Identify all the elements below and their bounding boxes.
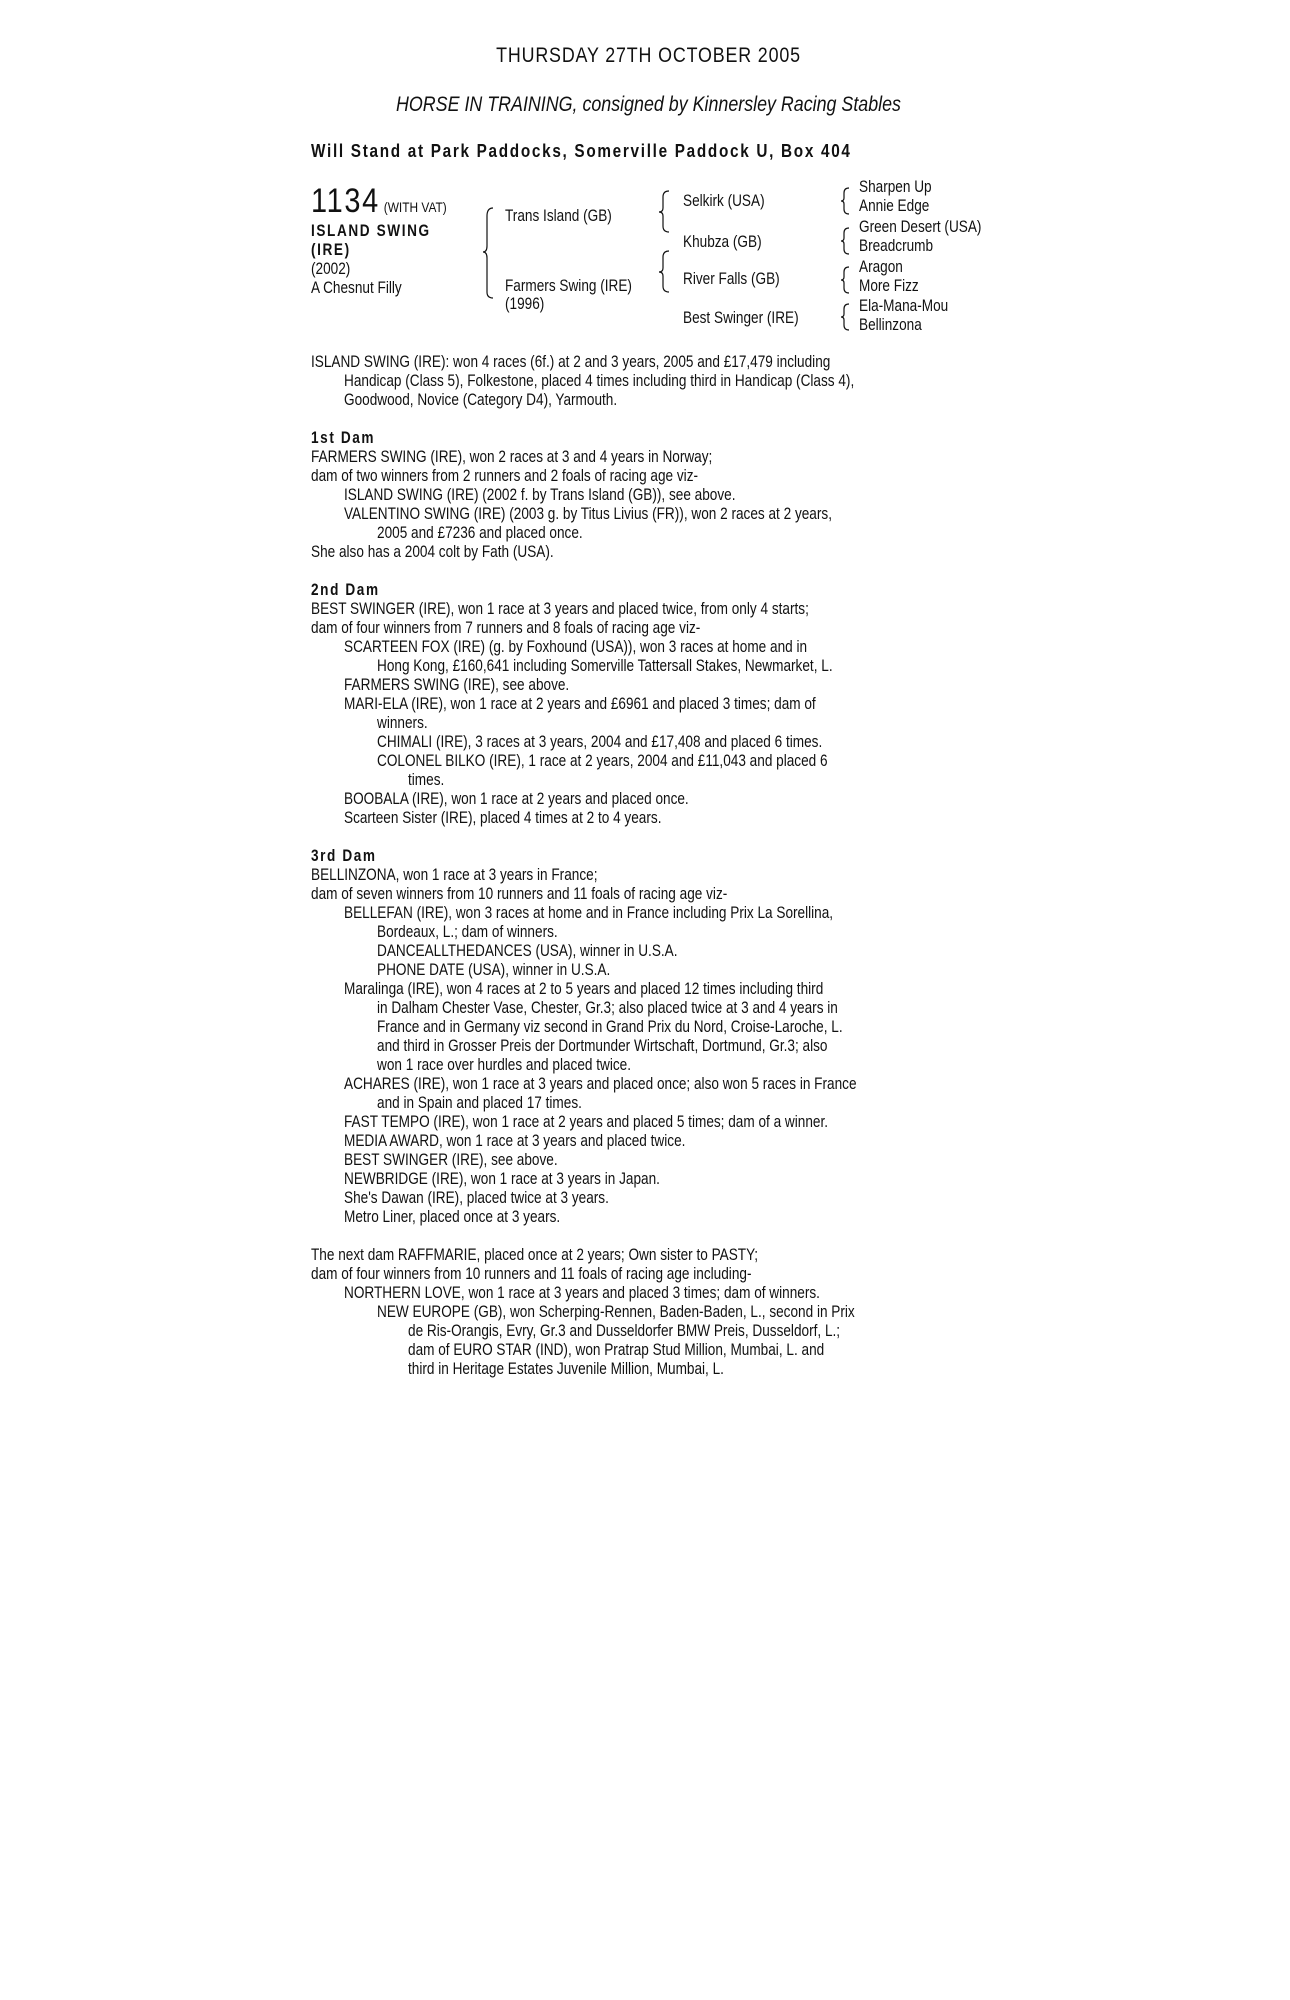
record-line (311, 941, 986, 960)
pedigree-dam-dam: Best Swinger (IRE) (683, 308, 799, 327)
record-line-text: PHONE DATE (USA), winner in U.S.A. (377, 960, 611, 979)
record-line (311, 485, 986, 504)
record-line (311, 865, 986, 884)
record-line-text: BOOBALA (IRE), won 1 race at 2 years and placed once. (344, 789, 689, 808)
pedigree-g3-1: Sharpen Up (859, 177, 932, 196)
record-line-text: BEST SWINGER (IRE), see above. (344, 1150, 558, 1169)
record-line-text: Bordeaux, L.; dam of winners. (377, 922, 558, 941)
blank-line (311, 1226, 986, 1245)
record-line-text: 1st Dam (311, 428, 376, 447)
record-line (311, 1074, 986, 1093)
record-line-text: NORTHERN LOVE, won 1 race at 3 years and placed 3 times; dam of winners. (344, 1283, 820, 1302)
record-line-text: Scarteen Sister (IRE), placed 4 times at 2 to 4 years. (344, 808, 662, 827)
record-line-text: DANCEALLTHEDANCES (USA), winner in U.S.A. (377, 941, 678, 960)
record-line (311, 371, 986, 390)
record-line (311, 922, 986, 941)
blank-line (311, 827, 986, 846)
record-line (311, 1264, 986, 1283)
record-line (311, 618, 986, 637)
record-line-text: won 1 race over hurdles and placed twice. (377, 1055, 632, 1074)
record-line-text: MEDIA AWARD, won 1 race at 3 years and placed twice. (344, 1131, 686, 1150)
record-line-text: dam of four winners from 10 runners and 11 foals of racing age including- (311, 1264, 752, 1283)
record-line-text: BELLEFAN (IRE), won 3 races at home and in France including Prix La Sorellina, (344, 903, 834, 922)
record-line (311, 352, 986, 371)
record-line (311, 713, 986, 732)
pedigree-g3-4: Breadcrumb (859, 236, 934, 255)
record-line (311, 1017, 986, 1036)
record-line-text: CHIMALI (IRE), 3 races at 3 years, 2004 and £17,408 and placed 6 times. (377, 732, 823, 751)
record-line-text: dam of four winners from 7 runners and 8 foals of racing age viz- (311, 618, 701, 637)
record-line (311, 694, 986, 713)
record-line-text: ACHARES (IRE), won 1 race at 3 years and placed once; also won 5 races in France (344, 1074, 857, 1093)
record-line-text: and third in Grosser Preis der Dortmunder Wirtschaft, Dortmund, Gr.3; also (377, 1036, 828, 1055)
record-line-text: Goodwood, Novice (Category D4), Yarmouth. (344, 390, 618, 409)
record-line (311, 1359, 986, 1378)
record-line (311, 884, 986, 903)
record-line (311, 466, 986, 485)
horse-description: A Chesnut Filly (311, 278, 402, 297)
record-line-text: Metro Liner, placed once at 3 years. (344, 1207, 561, 1226)
record-line (311, 523, 986, 542)
record-line-text: The next dam RAFFMARIE, placed once at 2 years; Own sister to PASTY; (311, 1245, 759, 1264)
record-line-text: She also has a 2004 colt by Fath (USA). (311, 542, 554, 561)
record-line (311, 979, 986, 998)
record-line (311, 1131, 986, 1150)
record-line-text: FAST TEMPO (IRE), won 1 race at 2 years and placed 5 times; dam of a winner. (344, 1112, 829, 1131)
record-line-text: winners. (377, 713, 428, 732)
record-line (311, 1207, 986, 1226)
record-line (311, 675, 986, 694)
record-line-text: third in Heritage Estates Juvenile Million, Mumbai, L. (408, 1359, 724, 1378)
pedigree-sire-sire: Selkirk (USA) (683, 191, 765, 210)
pedigree-dam-year: (1996) (505, 294, 545, 313)
record-line (311, 808, 986, 827)
pedigree-g3-2: Annie Edge (859, 196, 930, 215)
record-line (311, 1112, 986, 1131)
record-line (311, 1093, 986, 1112)
record-line-text: MARI-ELA (IRE), won 1 race at 2 years and £6961 and placed 3 times; dam of (344, 694, 816, 713)
pedigree-sire: Trans Island (GB) (505, 206, 612, 225)
produce-record (311, 352, 986, 1378)
record-line (311, 903, 986, 922)
vat-note: (WITH VAT) (383, 199, 447, 215)
pedigree-sire-dam: Khubza (GB) (683, 232, 762, 251)
record-line-text: COLONEL BILKO (IRE), 1 race at 2 years, 2004 and £11,043 and placed 6 (377, 751, 828, 770)
pedigree-g3-7: Ela-Mana-Mou (859, 296, 949, 315)
record-line-text: and in Spain and placed 17 times. (377, 1093, 582, 1112)
record-line (311, 637, 986, 656)
record-line (311, 428, 986, 447)
record-line (311, 1340, 986, 1359)
record-line (311, 390, 986, 409)
pedigree-dam: Farmers Swing (IRE) (505, 276, 632, 295)
record-line (311, 447, 986, 466)
record-line (311, 580, 986, 599)
blank-line (311, 561, 986, 580)
record-line-text: 3rd Dam (311, 846, 377, 865)
record-line-text: ISLAND SWING (IRE) (2002 f. by Trans Island (GB)), see above. (344, 485, 736, 504)
record-line-text: She's Dawan (IRE), placed twice at 3 years. (344, 1188, 609, 1207)
lot-number: 1134 (311, 182, 380, 220)
consignment-line: HORSE IN TRAINING, consigned by Kinnersley Racing Stables (396, 93, 901, 116)
record-line (311, 751, 986, 770)
record-line (311, 1302, 986, 1321)
record-line-text: NEW EUROPE (GB), won Scherping-Rennen, Baden-Baden, L., second in Prix (377, 1302, 855, 1321)
record-line-text: BEST SWINGER (IRE), won 1 race at 3 years and placed twice, from only 4 starts; (311, 599, 809, 618)
record-line-text: Hong Kong, £160,641 including Somerville Tattersall Stakes, Newmarket, L. (377, 656, 833, 675)
foaling-year: (2002) (311, 259, 351, 278)
record-line (311, 960, 986, 979)
pedigree-g3-8: Bellinzona (859, 315, 922, 334)
record-line (311, 846, 986, 865)
record-line-text: BELLINZONA, won 1 race at 3 years in France; (311, 865, 598, 884)
record-line-text: NEWBRIDGE (IRE), won 1 race at 3 years in Japan. (344, 1169, 660, 1188)
record-line-text: FARMERS SWING (IRE), see above. (344, 675, 570, 694)
pedigree-dam-sire: River Falls (GB) (683, 269, 780, 288)
record-line-text: Handicap (Class 5), Folkestone, placed 4 times including third in Handicap (Class 4), (344, 371, 855, 390)
record-line-text: dam of EURO STAR (IND), won Pratrap Stud Million, Mumbai, L. and (408, 1340, 825, 1359)
record-line (311, 656, 986, 675)
horse-name: ISLAND SWING (311, 221, 431, 240)
record-line (311, 1283, 986, 1302)
blank-line (311, 409, 986, 428)
record-line-text: VALENTINO SWING (IRE) (2003 g. by Titus Livius (FR)), won 2 races at 2 years, (344, 504, 832, 523)
record-line (311, 789, 986, 808)
record-line (311, 504, 986, 523)
record-line-text: dam of seven winners from 10 runners and 11 foals of racing age viz- (311, 884, 728, 903)
record-line (311, 1321, 986, 1340)
record-line-text: times. (408, 770, 445, 789)
record-line (311, 1150, 986, 1169)
record-line-text: 2005 and £7236 and placed once. (377, 523, 583, 542)
record-line-text: in Dalham Chester Vase, Chester, Gr.3; also placed twice at 3 and 4 years in (377, 998, 838, 1017)
record-line (311, 732, 986, 751)
record-line (311, 1036, 986, 1055)
record-line-text: FARMERS SWING (IRE), won 2 races at 3 and 4 years in Norway; (311, 447, 713, 466)
record-line (311, 1245, 986, 1264)
record-line-text: Maralinga (IRE), won 4 races at 2 to 5 years and placed 12 times including third (344, 979, 824, 998)
record-line-text: France and in Germany viz second in Grand Prix du Nord, Croise-Laroche, L. (377, 1017, 843, 1036)
pedigree-g3-6: More Fizz (859, 276, 919, 295)
record-line (311, 770, 986, 789)
record-line-text: SCARTEEN FOX (IRE) (g. by Foxhound (USA)), won 3 races at home and in (344, 637, 808, 656)
record-line (311, 998, 986, 1017)
pedigree-g3-3: Green Desert (USA) (859, 217, 982, 236)
record-line-text: ISLAND SWING (IRE): won 4 races (6f.) at 2 and 3 years, 2005 and £17,479 including (311, 352, 831, 371)
record-line-text: 2nd Dam (311, 580, 380, 599)
record-line-text: de Ris-Orangis, Evry, Gr.3 and Dusseldorfer BMW Preis, Dusseldorf, L.; (408, 1321, 841, 1340)
record-line (311, 542, 986, 561)
sale-date: THURSDAY 27TH OCTOBER 2005 (496, 44, 801, 67)
horse-country: (IRE) (311, 240, 351, 259)
record-line (311, 599, 986, 618)
record-line (311, 1055, 986, 1074)
pedigree-g3-5: Aragon (859, 257, 903, 276)
stand-location: Will Stand at Park Paddocks, Somerville Paddock U, Box 404 (311, 141, 852, 161)
record-line-text: dam of two winners from 2 runners and 2 foals of racing age viz- (311, 466, 699, 485)
record-line (311, 1169, 986, 1188)
record-line (311, 1188, 986, 1207)
